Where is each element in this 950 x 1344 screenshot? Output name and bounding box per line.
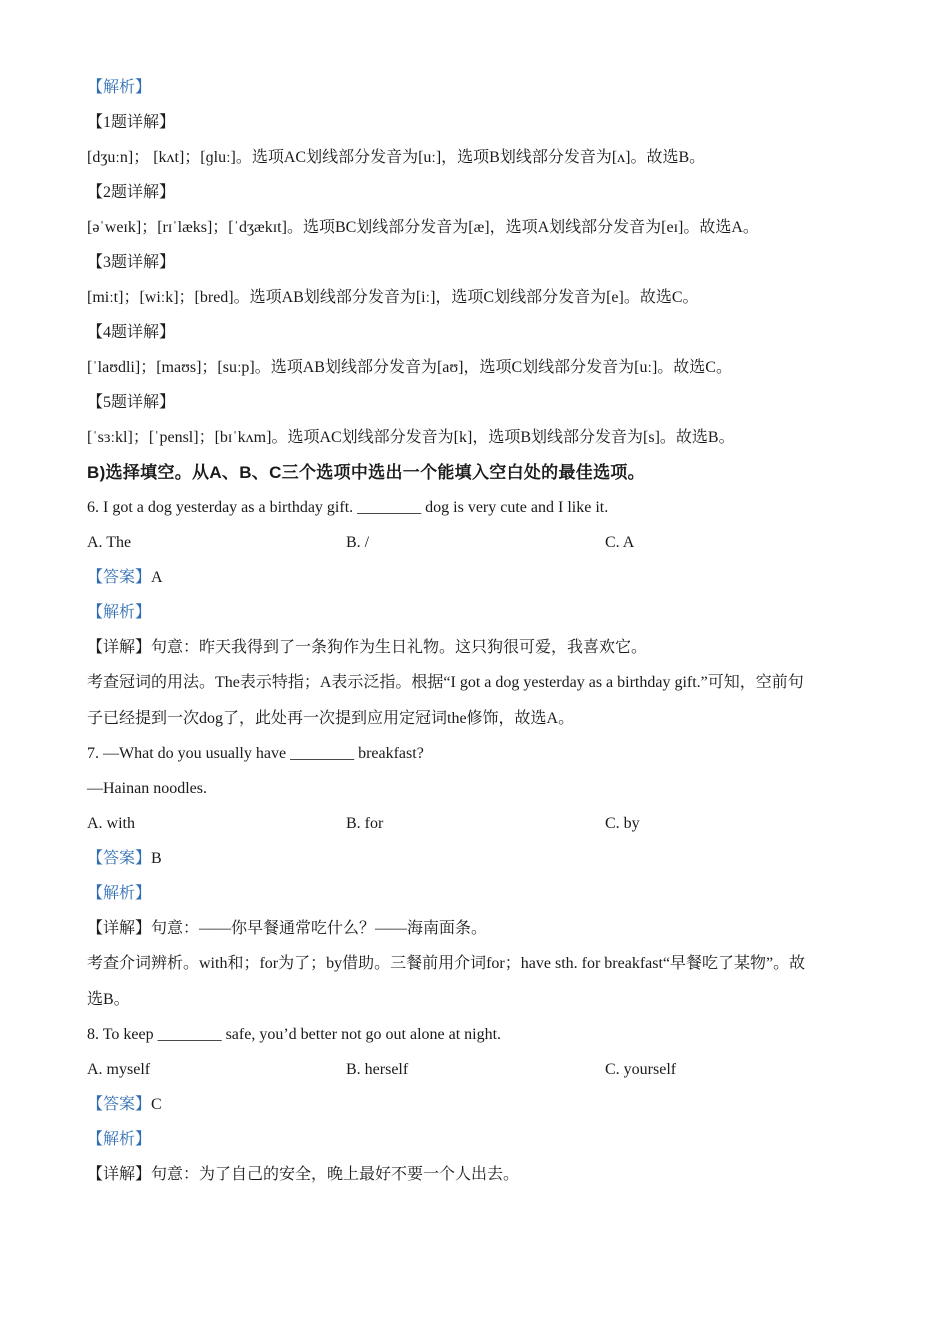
q8-answer-label: 【答案】 bbox=[87, 1096, 152, 1113]
section-b-heading: B)选择填空。从A、B、C三个选项中选出一个能填入空白处的最佳选项。 bbox=[87, 463, 645, 482]
q8-option-a: A. myself bbox=[87, 1061, 151, 1078]
q6-option-b: B. / bbox=[346, 534, 370, 551]
q6-explanation-line-1: 考查冠词的用法。The表示特指；A表示泛指。根据“I got a dog yesterday as a birthday gift.”可知，空前句 bbox=[87, 674, 804, 691]
q6-options bbox=[87, 533, 867, 553]
q7-option-c: C. by bbox=[605, 815, 640, 832]
q8-detail-text: 句意：为了自己的安全，晚上最好不要一个人出去。 bbox=[151, 1166, 520, 1183]
q2-detail-heading: 【2题详解】 bbox=[87, 184, 176, 201]
q7-answer-label: 【答案】 bbox=[87, 850, 152, 867]
q4-detail-heading: 【4题详解】 bbox=[87, 324, 176, 341]
q3-detail-heading: 【3题详解】 bbox=[87, 254, 176, 271]
q7-explanation-line-2: 选B。 bbox=[87, 991, 130, 1008]
q6-question: 6. I got a dog yesterday as a birthday gift. ________ dog is very cute and I like it. bbox=[87, 499, 609, 516]
q4-detail-text: [ˈlaʊdli]；[maʊs]；[suːp]。选项AB划线部分发音为[aʊ]，选项C划线部分发音为[uː]。故选C。 bbox=[87, 359, 732, 376]
q7-detail-line bbox=[87, 919, 867, 939]
q8-options bbox=[87, 1060, 867, 1080]
q6-detail-text: 句意：昨天我得到了一条狗作为生日礼物。这只狗很可爱，我喜欢它。 bbox=[151, 639, 648, 656]
q6-detail-label: 【详解】 bbox=[87, 639, 152, 656]
q8-option-c: C. yourself bbox=[605, 1061, 677, 1078]
q7-answer-value: B bbox=[151, 850, 162, 867]
q7-question: 7. —What do you usually have ________ breakfast? bbox=[87, 745, 424, 762]
q6-option-a: A. The bbox=[87, 534, 132, 551]
q5-detail-heading: 【5题详解】 bbox=[87, 394, 176, 411]
q7-options bbox=[87, 814, 867, 834]
q7-reply: —Hainan noodles. bbox=[87, 780, 207, 797]
q8-question: 8. To keep ________ safe, you’d better not go out alone at night. bbox=[87, 1026, 502, 1043]
q6-explanation-line-2: 子已经提到一次dog了，此处再一次提到应用定冠词the修饰，故选A。 bbox=[87, 710, 575, 727]
q8-detail-label: 【详解】 bbox=[87, 1166, 152, 1183]
q8-option-b: B. herself bbox=[346, 1061, 409, 1078]
q7-option-b: B. for bbox=[346, 815, 384, 832]
q6-detail-line bbox=[87, 638, 867, 658]
q2-detail-text: [əˈweɪk]；[rɪˈlæks]；[ˈdʒækɪt]。选项BC划线部分发音为[æ]，选项A划线部分发音为[eɪ]。故选A。 bbox=[87, 219, 759, 236]
q8-detail-line bbox=[87, 1165, 867, 1185]
q1-detail-text: [dʒuːn]； [kʌt]；[ɡluː]。选项AC划线部分发音为[uː]，选项B划线部分发音为[ʌ]。故选B。 bbox=[87, 149, 706, 166]
q5-detail-text: [ˈsɜːkl]；[ˈpensl]；[bɪˈkʌm]。选项AC划线部分发音为[k]，选项B划线部分发音为[s]。故选B。 bbox=[87, 429, 735, 446]
q7-analysis-label: 【解析】 bbox=[87, 885, 152, 902]
q6-answer-line bbox=[87, 568, 867, 588]
q6-answer-value: A bbox=[151, 569, 163, 586]
q8-answer-line bbox=[87, 1095, 867, 1115]
q6-analysis-label: 【解析】 bbox=[87, 604, 152, 621]
document-content bbox=[87, 78, 867, 1200]
q6-option-c: C. A bbox=[605, 534, 635, 551]
q7-explanation-line-1: 考查介词辨析。with和；for为了；by借助。三餐前用介词for；have sth. for breakfast“早餐吃了某物”。故 bbox=[87, 955, 806, 972]
q8-analysis-label: 【解析】 bbox=[87, 1131, 152, 1148]
q7-option-a: A. with bbox=[87, 815, 135, 832]
q1-detail-heading: 【1题详解】 bbox=[87, 114, 176, 131]
q6-answer-label: 【答案】 bbox=[87, 569, 152, 586]
analysis-label: 【解析】 bbox=[87, 79, 152, 96]
q3-detail-text: [miːt]；[wiːk]；[bred]。选项AB划线部分发音为[iː]，选项C划线部分发音为[e]。故选C。 bbox=[87, 289, 699, 306]
q7-detail-label: 【详解】 bbox=[87, 920, 152, 937]
q7-detail-text: 句意：——你早餐通常吃什么？——海南面条。 bbox=[151, 920, 488, 937]
q7-answer-line bbox=[87, 849, 867, 869]
q8-answer-value: C bbox=[151, 1096, 162, 1113]
